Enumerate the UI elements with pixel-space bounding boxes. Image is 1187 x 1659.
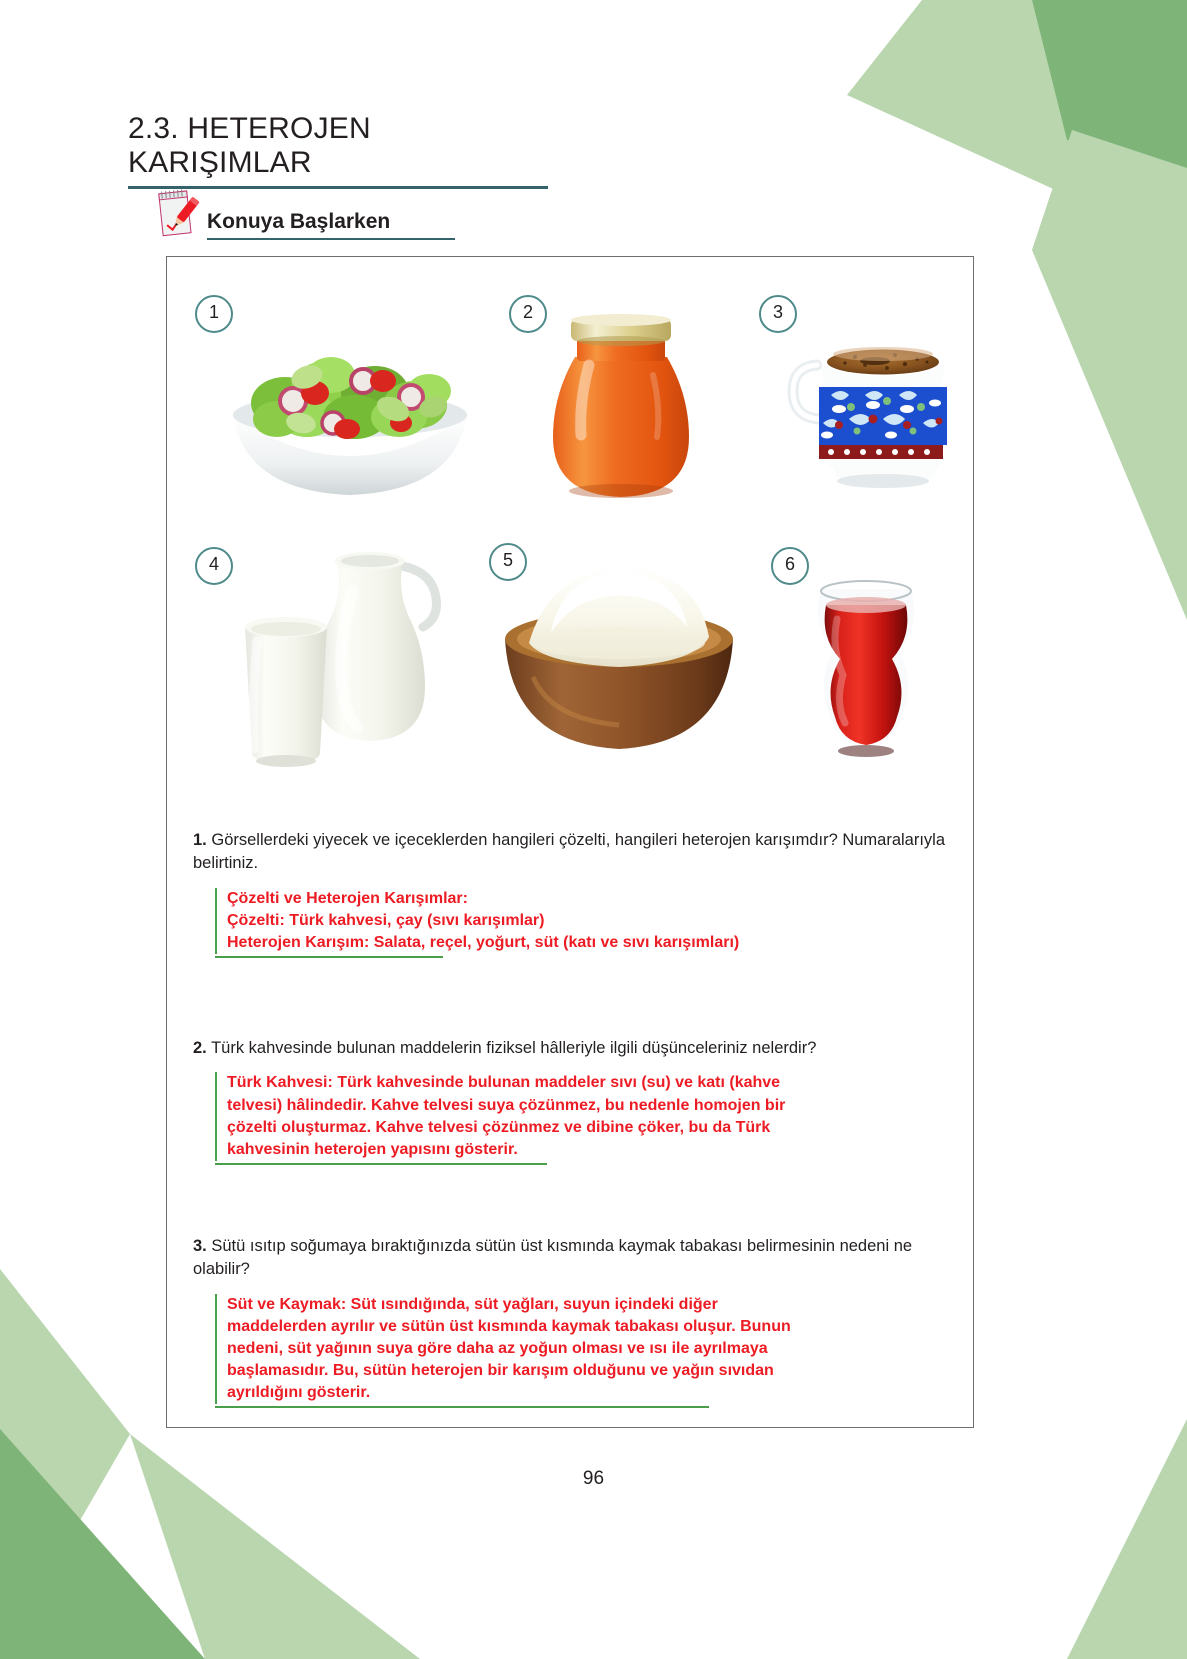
gallery-item-3	[745, 289, 965, 499]
question-2	[193, 1037, 953, 1165]
answer-3-line-5: ayrıldığını gösterir.	[227, 1384, 371, 1402]
gallery-number-3: 3	[759, 295, 797, 333]
milk-glass-and-jug-image	[227, 525, 477, 770]
answer-3-underline	[215, 1406, 709, 1408]
answer-2-underline	[215, 1163, 547, 1165]
question-2-text	[193, 1037, 953, 1060]
page-title-block	[128, 112, 548, 189]
page-number: 96	[582, 1468, 605, 1489]
gallery-number-5: 5	[489, 543, 527, 581]
gallery-item-6	[755, 525, 965, 775]
turkish-coffee-cup-image	[787, 331, 962, 491]
section-header-label: Konuya Başlarken	[207, 209, 391, 233]
question-1-text	[193, 829, 953, 876]
question-1-number: 1.	[193, 831, 207, 849]
page-title: 2.3. HETEROJEN KARIŞIMLAR	[128, 112, 371, 179]
tea-glass-image	[801, 575, 931, 760]
question-3	[193, 1235, 953, 1408]
answer-1-line-1: Çözelti ve Heterojen Karışımlar:	[227, 889, 468, 907]
question-1	[193, 829, 953, 958]
gallery-number-1: 1	[195, 295, 233, 333]
answer-1-line-2: Çözelti: Türk kahvesi, çay (sıvı karışımlar)	[227, 911, 545, 929]
gallery-item-4	[185, 525, 485, 775]
section-header	[155, 186, 455, 242]
answer-1-underline	[215, 956, 443, 958]
notepad-pencil-icon	[155, 186, 201, 242]
section-header-underline	[207, 238, 455, 240]
answer-2	[215, 1072, 953, 1160]
question-2-body: Türk kahvesinde bulunan maddelerin fiziksel hâlleriyle ilgili düşünceleriniz nelerdir?	[211, 1039, 817, 1057]
gallery-item-1	[185, 289, 485, 499]
decorative-corner-bottom-right	[1027, 1399, 1187, 1659]
question-3-text	[193, 1235, 953, 1282]
answer-2-line-4: kahvesinin heterojen yapısını gösterir.	[227, 1140, 518, 1158]
answer-3-line-1: Süt ve Kaymak: Süt ısındığında, süt yağları, suyun içindeki diğer	[227, 1295, 718, 1313]
answer-3-line-3: nedeni, süt yağının suya göre daha az yoğun olması ve ısı ile ayrılmaya	[227, 1340, 768, 1357]
gallery-number-4: 4	[195, 547, 233, 585]
jam-jar-image	[541, 305, 701, 503]
question-3-body: Sütü ısıtıp soğumaya bıraktığınızda sütün üst kısmında kaymak tabakası belirmesinin nedeni ne olabilir?	[193, 1237, 913, 1279]
activity-box	[166, 256, 974, 1428]
gallery-number-6: 6	[771, 547, 809, 585]
answer-2-line-1: Türk Kahvesi: Türk kahvesinde bulunan maddeler sıvı (su) ve katı (kahve	[227, 1074, 781, 1092]
yogurt-bowl-image	[489, 547, 749, 767]
answer-3-line-2: maddelerden ayrılır ve sütün üst kısmında kaymak tabakası oluşur. Bunun	[227, 1317, 791, 1335]
gallery-item-5	[467, 507, 757, 777]
answer-2-line-2: telvesi) hâlindedir. Kahve telvesi suya çözünmez, bu nedenle homojen bir	[227, 1096, 786, 1114]
question-3-number: 3.	[193, 1237, 207, 1255]
salad-bowl-image	[215, 319, 485, 499]
gallery-number-2: 2	[509, 295, 547, 333]
answer-3-line-4: başlamasıdır. Bu, sütün heterojen bir karışım olduğunu ve yağın sıvıdan	[227, 1362, 774, 1380]
question-1-body: Görsellerdeki yiyecek ve içeceklerden hangileri çözelti, hangileri heterojen karışımdır? Numaralarıyla belirtiniz.	[193, 831, 946, 873]
image-gallery	[167, 257, 975, 797]
gallery-item-2	[497, 289, 717, 499]
answer-1	[215, 888, 953, 954]
answer-2-line-3: çözelti oluşturmaz. Kahve telvesi çözünmez ve dibine çöker, bu da Türk	[227, 1118, 771, 1136]
answer-3	[215, 1294, 953, 1404]
answer-1-line-3: Heterojen Karışım: Salata, reçel, yoğurt, süt (katı ve sıvı karışımları)	[227, 934, 740, 951]
question-2-number: 2.	[193, 1039, 207, 1057]
